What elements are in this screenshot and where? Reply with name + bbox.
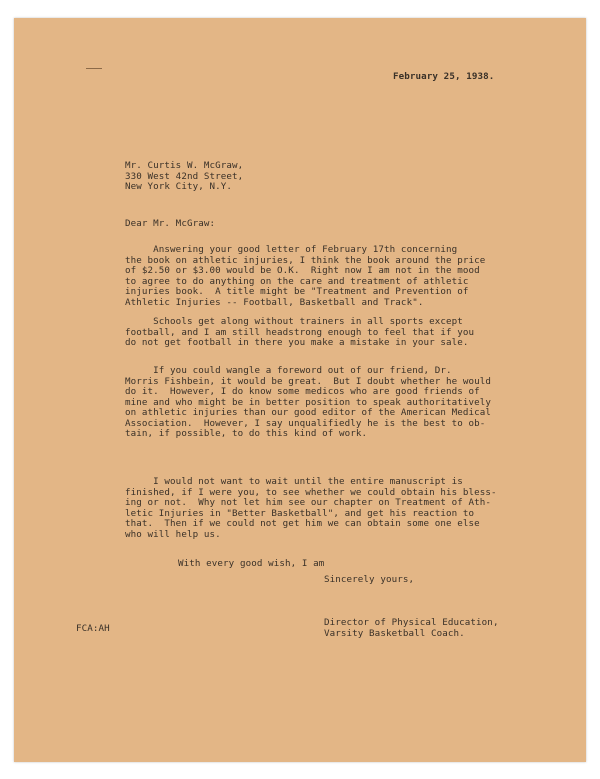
signature-block: Director of Physical Education, Varsity Basketball Coach. [324,617,499,639]
body-paragraph-2: Schools get along without trainers in all sports except football, and I am still headstrong enough to feel that if you do not get football in there you make a mistake in your sale. [125,316,475,348]
closing-line: With every good wish, I am [178,558,325,569]
pencil-mark [86,68,102,69]
letter-date: February 25, 1938. [393,71,495,82]
complimentary-close: Sincerely yours, [324,574,415,585]
body-paragraph-1: Answering your good letter of February 17th concerning the book on athletic injuries, I think the book around the price of $2.50 or $3.00 would be O.K. Right now I am not in the mood to agree to do anything on the care and treatment of athletic injuries book. A title might be "Treatment and Prevention of Athletic Injuries -- Football, Basketball and Track". [125,244,486,308]
recipient-address: Mr. Curtis W. McGraw, 330 West 42nd Street, New York City, N.Y. [125,160,244,192]
reference-initials: FCA:AH [76,623,110,634]
body-paragraph-3: If you could wangle a foreword out of our friend, Dr. Morris Fishbein, it would be great. But I doubt whether he would do it. However, I do know some medicos who are good friends of mine and who might be in better position to speak authoritatively on athletic injuries than our good editor of the American Medical Association. However, I say unqualifiedly he is the best to ob- tain, if possible, to do this kind of work. [125,365,492,439]
salutation: Dear Mr. McGraw: [125,218,216,229]
body-paragraph-4: I would not want to wait until the entire manuscript is finished, if I were you, to see whether we could obtain his bless- ing or not. Why not let him see our chapter on Treatment of Ath- letic Injuries in "Better Basketball", and get his reaction to that. Then if we could not get him we can obtain some one else who will help us. [125,476,497,540]
